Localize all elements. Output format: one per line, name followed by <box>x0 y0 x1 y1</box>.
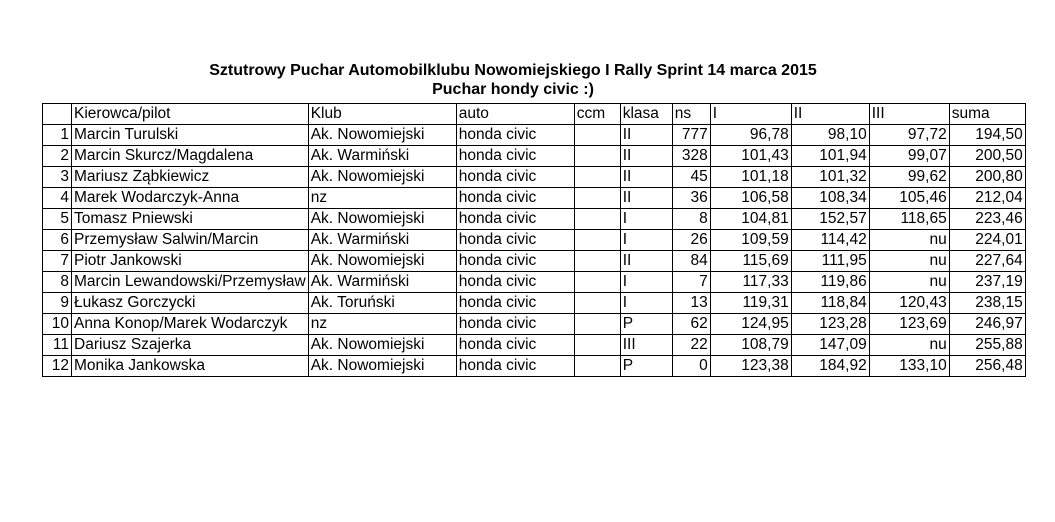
cell-club: Ak. Warmiński <box>308 272 456 293</box>
results-table-body <box>43 104 1026 377</box>
cell-class: I <box>620 209 672 230</box>
cell-total: 223,46 <box>949 209 1025 230</box>
cell-run-1: 96,78 <box>710 125 791 146</box>
cell-run-3: 120,43 <box>869 293 949 314</box>
header-ccm: ccm <box>574 104 620 125</box>
cell-club: Ak. Toruński <box>308 293 456 314</box>
cell-car: honda civic <box>456 251 574 272</box>
cell-total: 246,97 <box>949 314 1025 335</box>
cell-position: 7 <box>43 251 72 272</box>
cell-car: honda civic <box>456 356 574 377</box>
cell-run-1: 123,38 <box>710 356 791 377</box>
cell-start-number: 45 <box>672 167 710 188</box>
cell-run-2: 152,57 <box>791 209 869 230</box>
cell-total: 227,64 <box>949 251 1025 272</box>
cell-run-3: 123,69 <box>869 314 949 335</box>
cell-class: I <box>620 293 672 314</box>
cell-driver: Dariusz Szajerka <box>72 335 309 356</box>
cell-driver: Anna Konop/Marek Wodarczyk <box>72 314 309 335</box>
cell-start-number: 328 <box>672 146 710 167</box>
cell-total: 256,48 <box>949 356 1025 377</box>
cell-ccm <box>574 209 620 230</box>
cell-run-3: 99,62 <box>869 167 949 188</box>
cell-car: honda civic <box>456 314 574 335</box>
cell-class: II <box>620 125 672 146</box>
cell-run-2: 98,10 <box>791 125 869 146</box>
table-row <box>43 293 1026 314</box>
cell-position: 10 <box>43 314 72 335</box>
table-row <box>43 356 1026 377</box>
cell-position: 1 <box>43 125 72 146</box>
cell-ccm <box>574 251 620 272</box>
cell-run-1: 108,79 <box>710 335 791 356</box>
cell-ccm <box>574 230 620 251</box>
cell-run-2: 119,86 <box>791 272 869 293</box>
header-class: klasa <box>620 104 672 125</box>
cell-start-number: 36 <box>672 188 710 209</box>
cell-run-3: nu <box>869 272 949 293</box>
cell-class: I <box>620 272 672 293</box>
cell-total: 200,50 <box>949 146 1025 167</box>
cell-position: 12 <box>43 356 72 377</box>
cell-run-2: 101,94 <box>791 146 869 167</box>
header-total: suma <box>949 104 1025 125</box>
cell-run-1: 101,43 <box>710 146 791 167</box>
cell-ccm <box>574 293 620 314</box>
cell-club: nz <box>308 188 456 209</box>
cell-start-number: 777 <box>672 125 710 146</box>
cell-club: Ak. Nowomiejski <box>308 125 456 146</box>
header-row <box>43 104 1026 125</box>
cell-run-2: 111,95 <box>791 251 869 272</box>
cell-position: 6 <box>43 230 72 251</box>
header-car: auto <box>456 104 574 125</box>
cell-class: P <box>620 314 672 335</box>
cell-run-1: 115,69 <box>710 251 791 272</box>
header-run-1: I <box>710 104 791 125</box>
cell-ccm <box>574 146 620 167</box>
table-row <box>43 167 1026 188</box>
header-start-number: ns <box>672 104 710 125</box>
table-row <box>43 188 1026 209</box>
cell-car: honda civic <box>456 335 574 356</box>
cell-ccm <box>574 188 620 209</box>
cell-run-2: 108,34 <box>791 188 869 209</box>
cell-total: 212,04 <box>949 188 1025 209</box>
cell-run-1: 119,31 <box>710 293 791 314</box>
table-row <box>43 314 1026 335</box>
cell-position: 3 <box>43 167 72 188</box>
cell-position: 5 <box>43 209 72 230</box>
cell-run-1: 117,33 <box>710 272 791 293</box>
table-row <box>43 335 1026 356</box>
cell-start-number: 84 <box>672 251 710 272</box>
table-row <box>43 125 1026 146</box>
cell-car: honda civic <box>456 209 574 230</box>
cell-run-1: 106,58 <box>710 188 791 209</box>
cell-driver: Łukasz Gorczycki <box>72 293 309 314</box>
table-row <box>43 209 1026 230</box>
cell-car: honda civic <box>456 293 574 314</box>
cell-start-number: 8 <box>672 209 710 230</box>
cell-start-number: 26 <box>672 230 710 251</box>
cell-total: 237,19 <box>949 272 1025 293</box>
cell-class: II <box>620 251 672 272</box>
cell-total: 238,15 <box>949 293 1025 314</box>
cell-start-number: 13 <box>672 293 710 314</box>
results-table <box>42 103 1026 377</box>
cell-class: I <box>620 230 672 251</box>
cell-ccm <box>574 356 620 377</box>
cell-club: Ak. Nowomiejski <box>308 356 456 377</box>
header-run-3: III <box>869 104 949 125</box>
cell-driver: Marcin Turulski <box>72 125 309 146</box>
table-row <box>43 272 1026 293</box>
cell-car: honda civic <box>456 146 574 167</box>
header-position <box>43 104 72 125</box>
cell-run-3: nu <box>869 230 949 251</box>
table-row <box>43 251 1026 272</box>
cell-run-3: nu <box>869 251 949 272</box>
cell-class: III <box>620 335 672 356</box>
cell-run-1: 109,59 <box>710 230 791 251</box>
cell-club: nz <box>308 314 456 335</box>
cell-position: 4 <box>43 188 72 209</box>
table-row <box>43 230 1026 251</box>
cell-start-number: 0 <box>672 356 710 377</box>
header-driver: Kierowca/pilot <box>72 104 309 125</box>
cell-driver: Marek Wodarczyk-Anna <box>72 188 309 209</box>
cell-run-2: 123,28 <box>791 314 869 335</box>
cell-car: honda civic <box>456 230 574 251</box>
table-row <box>43 146 1026 167</box>
cell-total: 224,01 <box>949 230 1025 251</box>
cell-club: Ak. Warmiński <box>308 230 456 251</box>
cell-total: 200,80 <box>949 167 1025 188</box>
cell-ccm <box>574 314 620 335</box>
cell-position: 2 <box>43 146 72 167</box>
cell-driver: Piotr Jankowski <box>72 251 309 272</box>
cell-run-3: 105,46 <box>869 188 949 209</box>
cell-club: Ak. Nowomiejski <box>308 209 456 230</box>
cell-club: Ak. Nowomiejski <box>308 335 456 356</box>
cell-start-number: 62 <box>672 314 710 335</box>
cell-car: honda civic <box>456 125 574 146</box>
cell-driver: Monika Jankowska <box>72 356 309 377</box>
cell-start-number: 22 <box>672 335 710 356</box>
cell-car: honda civic <box>456 167 574 188</box>
document-title: Sztutrowy Puchar Automobilklubu Nowomiejskiego I Rally Sprint 14 marca 2015 <box>209 62 817 79</box>
cell-run-2: 114,42 <box>791 230 869 251</box>
header-club: Klub <box>308 104 456 125</box>
cell-club: Ak. Nowomiejski <box>308 251 456 272</box>
cell-club: Ak. Nowomiejski <box>308 167 456 188</box>
cell-run-3: 118,65 <box>869 209 949 230</box>
cell-class: II <box>620 188 672 209</box>
cell-class: II <box>620 146 672 167</box>
cell-ccm <box>574 167 620 188</box>
document-subtitle: Puchar hondy civic :) <box>432 81 594 98</box>
cell-run-2: 101,32 <box>791 167 869 188</box>
cell-position: 11 <box>43 335 72 356</box>
cell-club: Ak. Warmiński <box>308 146 456 167</box>
cell-ccm <box>574 125 620 146</box>
cell-class: P <box>620 356 672 377</box>
cell-run-1: 101,18 <box>710 167 791 188</box>
cell-position: 8 <box>43 272 72 293</box>
header-run-2: II <box>791 104 869 125</box>
cell-ccm <box>574 335 620 356</box>
cell-run-2: 118,84 <box>791 293 869 314</box>
cell-run-3: 99,07 <box>869 146 949 167</box>
cell-total: 194,50 <box>949 125 1025 146</box>
cell-class: II <box>620 167 672 188</box>
cell-run-1: 104,81 <box>710 209 791 230</box>
cell-run-3: 133,10 <box>869 356 949 377</box>
cell-run-1: 124,95 <box>710 314 791 335</box>
cell-car: honda civic <box>456 272 574 293</box>
cell-driver: Przemysław Salwin/Marcin <box>72 230 309 251</box>
cell-run-3: 97,72 <box>869 125 949 146</box>
cell-driver: Tomasz Pniewski <box>72 209 309 230</box>
cell-driver: Mariusz Ząbkiewicz <box>72 167 309 188</box>
cell-run-3: nu <box>869 335 949 356</box>
cell-position: 9 <box>43 293 72 314</box>
cell-total: 255,88 <box>949 335 1025 356</box>
cell-run-2: 147,09 <box>791 335 869 356</box>
cell-run-2: 184,92 <box>791 356 869 377</box>
cell-driver: Marcin Lewandowski/Przemysław <box>72 272 309 293</box>
cell-driver: Marcin Skurcz/Magdalena <box>72 146 309 167</box>
cell-car: honda civic <box>456 188 574 209</box>
cell-start-number: 7 <box>672 272 710 293</box>
cell-ccm <box>574 272 620 293</box>
